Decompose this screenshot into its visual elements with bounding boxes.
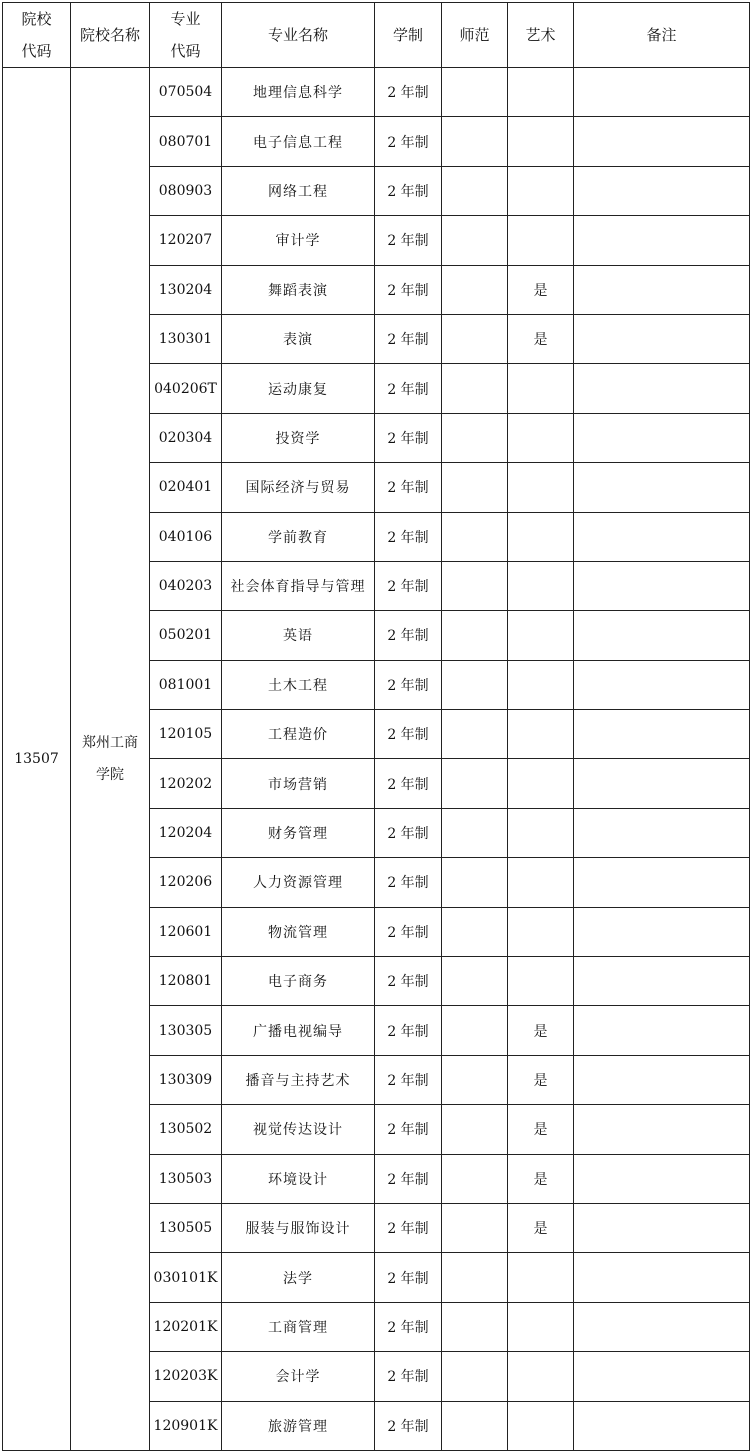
duration-cell: 2 年制 <box>375 907 442 956</box>
note-cell <box>574 1401 750 1450</box>
major-code-cell: 081001 <box>150 660 222 709</box>
normal-cell <box>442 314 508 363</box>
major-name-cell: 工程造价 <box>222 710 375 759</box>
note-cell <box>574 314 750 363</box>
art-cell <box>508 808 574 857</box>
duration-cell: 2 年制 <box>375 463 442 512</box>
normal-cell <box>442 759 508 808</box>
art-cell: 是 <box>508 1203 574 1252</box>
major-name-cell: 市场营销 <box>222 759 375 808</box>
major-name-cell: 会计学 <box>222 1352 375 1401</box>
major-name-cell: 广播电视编导 <box>222 1006 375 1055</box>
duration-cell: 2 年制 <box>375 68 442 117</box>
header-art: 艺术 <box>508 3 574 68</box>
normal-cell <box>442 1302 508 1351</box>
normal-cell <box>442 907 508 956</box>
note-cell <box>574 660 750 709</box>
normal-cell <box>442 1352 508 1401</box>
major-code-cell: 130505 <box>150 1203 222 1252</box>
normal-cell <box>442 858 508 907</box>
header-row <box>3 3 750 68</box>
art-cell: 是 <box>508 314 574 363</box>
normal-cell <box>442 166 508 215</box>
major-code-cell: 130309 <box>150 1055 222 1104</box>
note-cell <box>574 1105 750 1154</box>
note-cell <box>574 1055 750 1104</box>
major-code-cell: 040203 <box>150 561 222 610</box>
duration-cell: 2 年制 <box>375 413 442 462</box>
header-school-name: 院校名称 <box>71 3 150 68</box>
major-name-cell: 法学 <box>222 1253 375 1302</box>
major-name-cell: 物流管理 <box>222 907 375 956</box>
normal-cell <box>442 1006 508 1055</box>
major-code-cell: 130502 <box>150 1105 222 1154</box>
major-code-cell: 070504 <box>150 68 222 117</box>
duration-cell: 2 年制 <box>375 1055 442 1104</box>
major-name-cell: 环境设计 <box>222 1154 375 1203</box>
normal-cell <box>442 1154 508 1203</box>
art-cell <box>508 611 574 660</box>
duration-cell: 2 年制 <box>375 314 442 363</box>
art-cell: 是 <box>508 1006 574 1055</box>
note-cell <box>574 1006 750 1055</box>
art-cell <box>508 413 574 462</box>
normal-cell <box>442 1105 508 1154</box>
art-cell <box>508 561 574 610</box>
duration-cell: 2 年制 <box>375 561 442 610</box>
note-cell <box>574 561 750 610</box>
note-cell <box>574 166 750 215</box>
normal-cell <box>442 463 508 512</box>
duration-cell: 2 年制 <box>375 1302 442 1351</box>
major-code-cell: 130503 <box>150 1154 222 1203</box>
art-cell: 是 <box>508 1105 574 1154</box>
major-code-cell: 130305 <box>150 1006 222 1055</box>
major-name-cell: 人力资源管理 <box>222 858 375 907</box>
major-code-cell: 050201 <box>150 611 222 660</box>
table-row <box>3 68 750 117</box>
table-body <box>3 68 750 1451</box>
major-name-cell: 电子信息工程 <box>222 117 375 166</box>
art-cell: 是 <box>508 265 574 314</box>
note-cell <box>574 265 750 314</box>
duration-cell: 2 年制 <box>375 117 442 166</box>
major-code-cell: 120207 <box>150 216 222 265</box>
majors-table <box>2 2 750 1451</box>
art-cell <box>508 68 574 117</box>
normal-cell <box>442 660 508 709</box>
duration-cell: 2 年制 <box>375 1203 442 1252</box>
duration-cell: 2 年制 <box>375 660 442 709</box>
major-name-cell: 舞蹈表演 <box>222 265 375 314</box>
note-cell <box>574 957 750 1006</box>
art-cell <box>508 1302 574 1351</box>
normal-cell <box>442 413 508 462</box>
normal-cell <box>442 216 508 265</box>
note-cell <box>574 1352 750 1401</box>
duration-cell: 2 年制 <box>375 1006 442 1055</box>
major-name-cell: 表演 <box>222 314 375 363</box>
major-name-cell: 社会体育指导与管理 <box>222 561 375 610</box>
note-cell <box>574 216 750 265</box>
major-code-cell: 040206T <box>150 364 222 413</box>
art-cell <box>508 957 574 1006</box>
art-cell <box>508 1401 574 1450</box>
normal-cell <box>442 1203 508 1252</box>
art-cell: 是 <box>508 1055 574 1104</box>
major-code-cell: 120203K <box>150 1352 222 1401</box>
note-cell <box>574 907 750 956</box>
note-cell <box>574 463 750 512</box>
duration-cell: 2 年制 <box>375 1352 442 1401</box>
header-duration: 学制 <box>375 3 442 68</box>
normal-cell <box>442 512 508 561</box>
art-cell <box>508 463 574 512</box>
major-name-cell: 电子商务 <box>222 957 375 1006</box>
header-major-name: 专业名称 <box>222 3 375 68</box>
normal-cell <box>442 957 508 1006</box>
major-code-cell: 030101K <box>150 1253 222 1302</box>
normal-cell <box>442 611 508 660</box>
header-note: 备注 <box>574 3 750 68</box>
major-code-cell: 120801 <box>150 957 222 1006</box>
major-name-cell: 国际经济与贸易 <box>222 463 375 512</box>
art-cell <box>508 117 574 166</box>
major-name-cell: 财务管理 <box>222 808 375 857</box>
school-name-line: 郑州工商 <box>82 734 138 751</box>
duration-cell: 2 年制 <box>375 710 442 759</box>
header-school-code-line2: 代码 <box>21 42 52 60</box>
duration-cell: 2 年制 <box>375 957 442 1006</box>
duration-cell: 2 年制 <box>375 265 442 314</box>
major-code-cell: 040106 <box>150 512 222 561</box>
note-cell <box>574 808 750 857</box>
duration-cell: 2 年制 <box>375 166 442 215</box>
major-code-cell: 080701 <box>150 117 222 166</box>
normal-cell <box>442 561 508 610</box>
major-code-cell: 020304 <box>150 413 222 462</box>
normal-cell <box>442 1253 508 1302</box>
art-cell <box>508 710 574 759</box>
major-code-cell: 120201K <box>150 1302 222 1351</box>
major-code-cell: 120206 <box>150 858 222 907</box>
header-normal: 师范 <box>442 3 508 68</box>
major-name-cell: 运动康复 <box>222 364 375 413</box>
note-cell <box>574 1203 750 1252</box>
major-code-cell: 120901K <box>150 1401 222 1450</box>
duration-cell: 2 年制 <box>375 1401 442 1450</box>
normal-cell <box>442 1401 508 1450</box>
art-cell <box>508 759 574 808</box>
duration-cell: 2 年制 <box>375 1154 442 1203</box>
note-cell <box>574 364 750 413</box>
major-name-cell: 视觉传达设计 <box>222 1105 375 1154</box>
normal-cell <box>442 68 508 117</box>
header-school-code-line1: 院校 <box>21 10 52 28</box>
duration-cell: 2 年制 <box>375 364 442 413</box>
art-cell <box>508 907 574 956</box>
duration-cell: 2 年制 <box>375 1253 442 1302</box>
normal-cell <box>442 1055 508 1104</box>
note-cell <box>574 858 750 907</box>
art-cell <box>508 858 574 907</box>
major-name-cell: 服装与服饰设计 <box>222 1203 375 1252</box>
header-major-code-line1: 专业 <box>170 10 201 28</box>
art-cell <box>508 1253 574 1302</box>
normal-cell <box>442 710 508 759</box>
duration-cell: 2 年制 <box>375 216 442 265</box>
art-cell <box>508 166 574 215</box>
header-school-code <box>3 3 71 68</box>
major-code-cell: 120105 <box>150 710 222 759</box>
art-cell <box>508 1352 574 1401</box>
major-name-cell: 土木工程 <box>222 660 375 709</box>
header-major-code-line2: 代码 <box>170 42 201 60</box>
duration-cell: 2 年制 <box>375 808 442 857</box>
duration-cell: 2 年制 <box>375 512 442 561</box>
normal-cell <box>442 265 508 314</box>
major-name-cell: 英语 <box>222 611 375 660</box>
major-name-cell: 地理信息科学 <box>222 68 375 117</box>
major-name-cell: 工商管理 <box>222 1302 375 1351</box>
art-cell: 是 <box>508 1154 574 1203</box>
major-code-cell: 120204 <box>150 808 222 857</box>
note-cell <box>574 413 750 462</box>
major-code-cell: 130204 <box>150 265 222 314</box>
header-major-code <box>150 3 222 68</box>
art-cell <box>508 512 574 561</box>
major-name-cell: 学前教育 <box>222 512 375 561</box>
note-cell <box>574 611 750 660</box>
note-cell <box>574 1253 750 1302</box>
major-code-cell: 130301 <box>150 314 222 363</box>
school-code-cell: 13507 <box>3 68 71 1451</box>
note-cell <box>574 117 750 166</box>
major-name-cell: 审计学 <box>222 216 375 265</box>
note-cell <box>574 759 750 808</box>
major-name-cell: 播音与主持艺术 <box>222 1055 375 1104</box>
duration-cell: 2 年制 <box>375 1105 442 1154</box>
major-code-cell: 080903 <box>150 166 222 215</box>
art-cell <box>508 216 574 265</box>
major-code-cell: 120202 <box>150 759 222 808</box>
art-cell <box>508 660 574 709</box>
note-cell <box>574 1302 750 1351</box>
duration-cell: 2 年制 <box>375 759 442 808</box>
normal-cell <box>442 808 508 857</box>
note-cell <box>574 710 750 759</box>
major-code-cell: 020401 <box>150 463 222 512</box>
school-name-line: 学院 <box>96 766 124 783</box>
art-cell <box>508 364 574 413</box>
note-cell <box>574 1154 750 1203</box>
duration-cell: 2 年制 <box>375 858 442 907</box>
note-cell <box>574 68 750 117</box>
major-name-cell: 投资学 <box>222 413 375 462</box>
school-name-cell <box>71 68 150 1451</box>
normal-cell <box>442 364 508 413</box>
note-cell <box>574 512 750 561</box>
duration-cell: 2 年制 <box>375 611 442 660</box>
major-name-cell: 旅游管理 <box>222 1401 375 1450</box>
normal-cell <box>442 117 508 166</box>
major-name-cell: 网络工程 <box>222 166 375 215</box>
major-code-cell: 120601 <box>150 907 222 956</box>
